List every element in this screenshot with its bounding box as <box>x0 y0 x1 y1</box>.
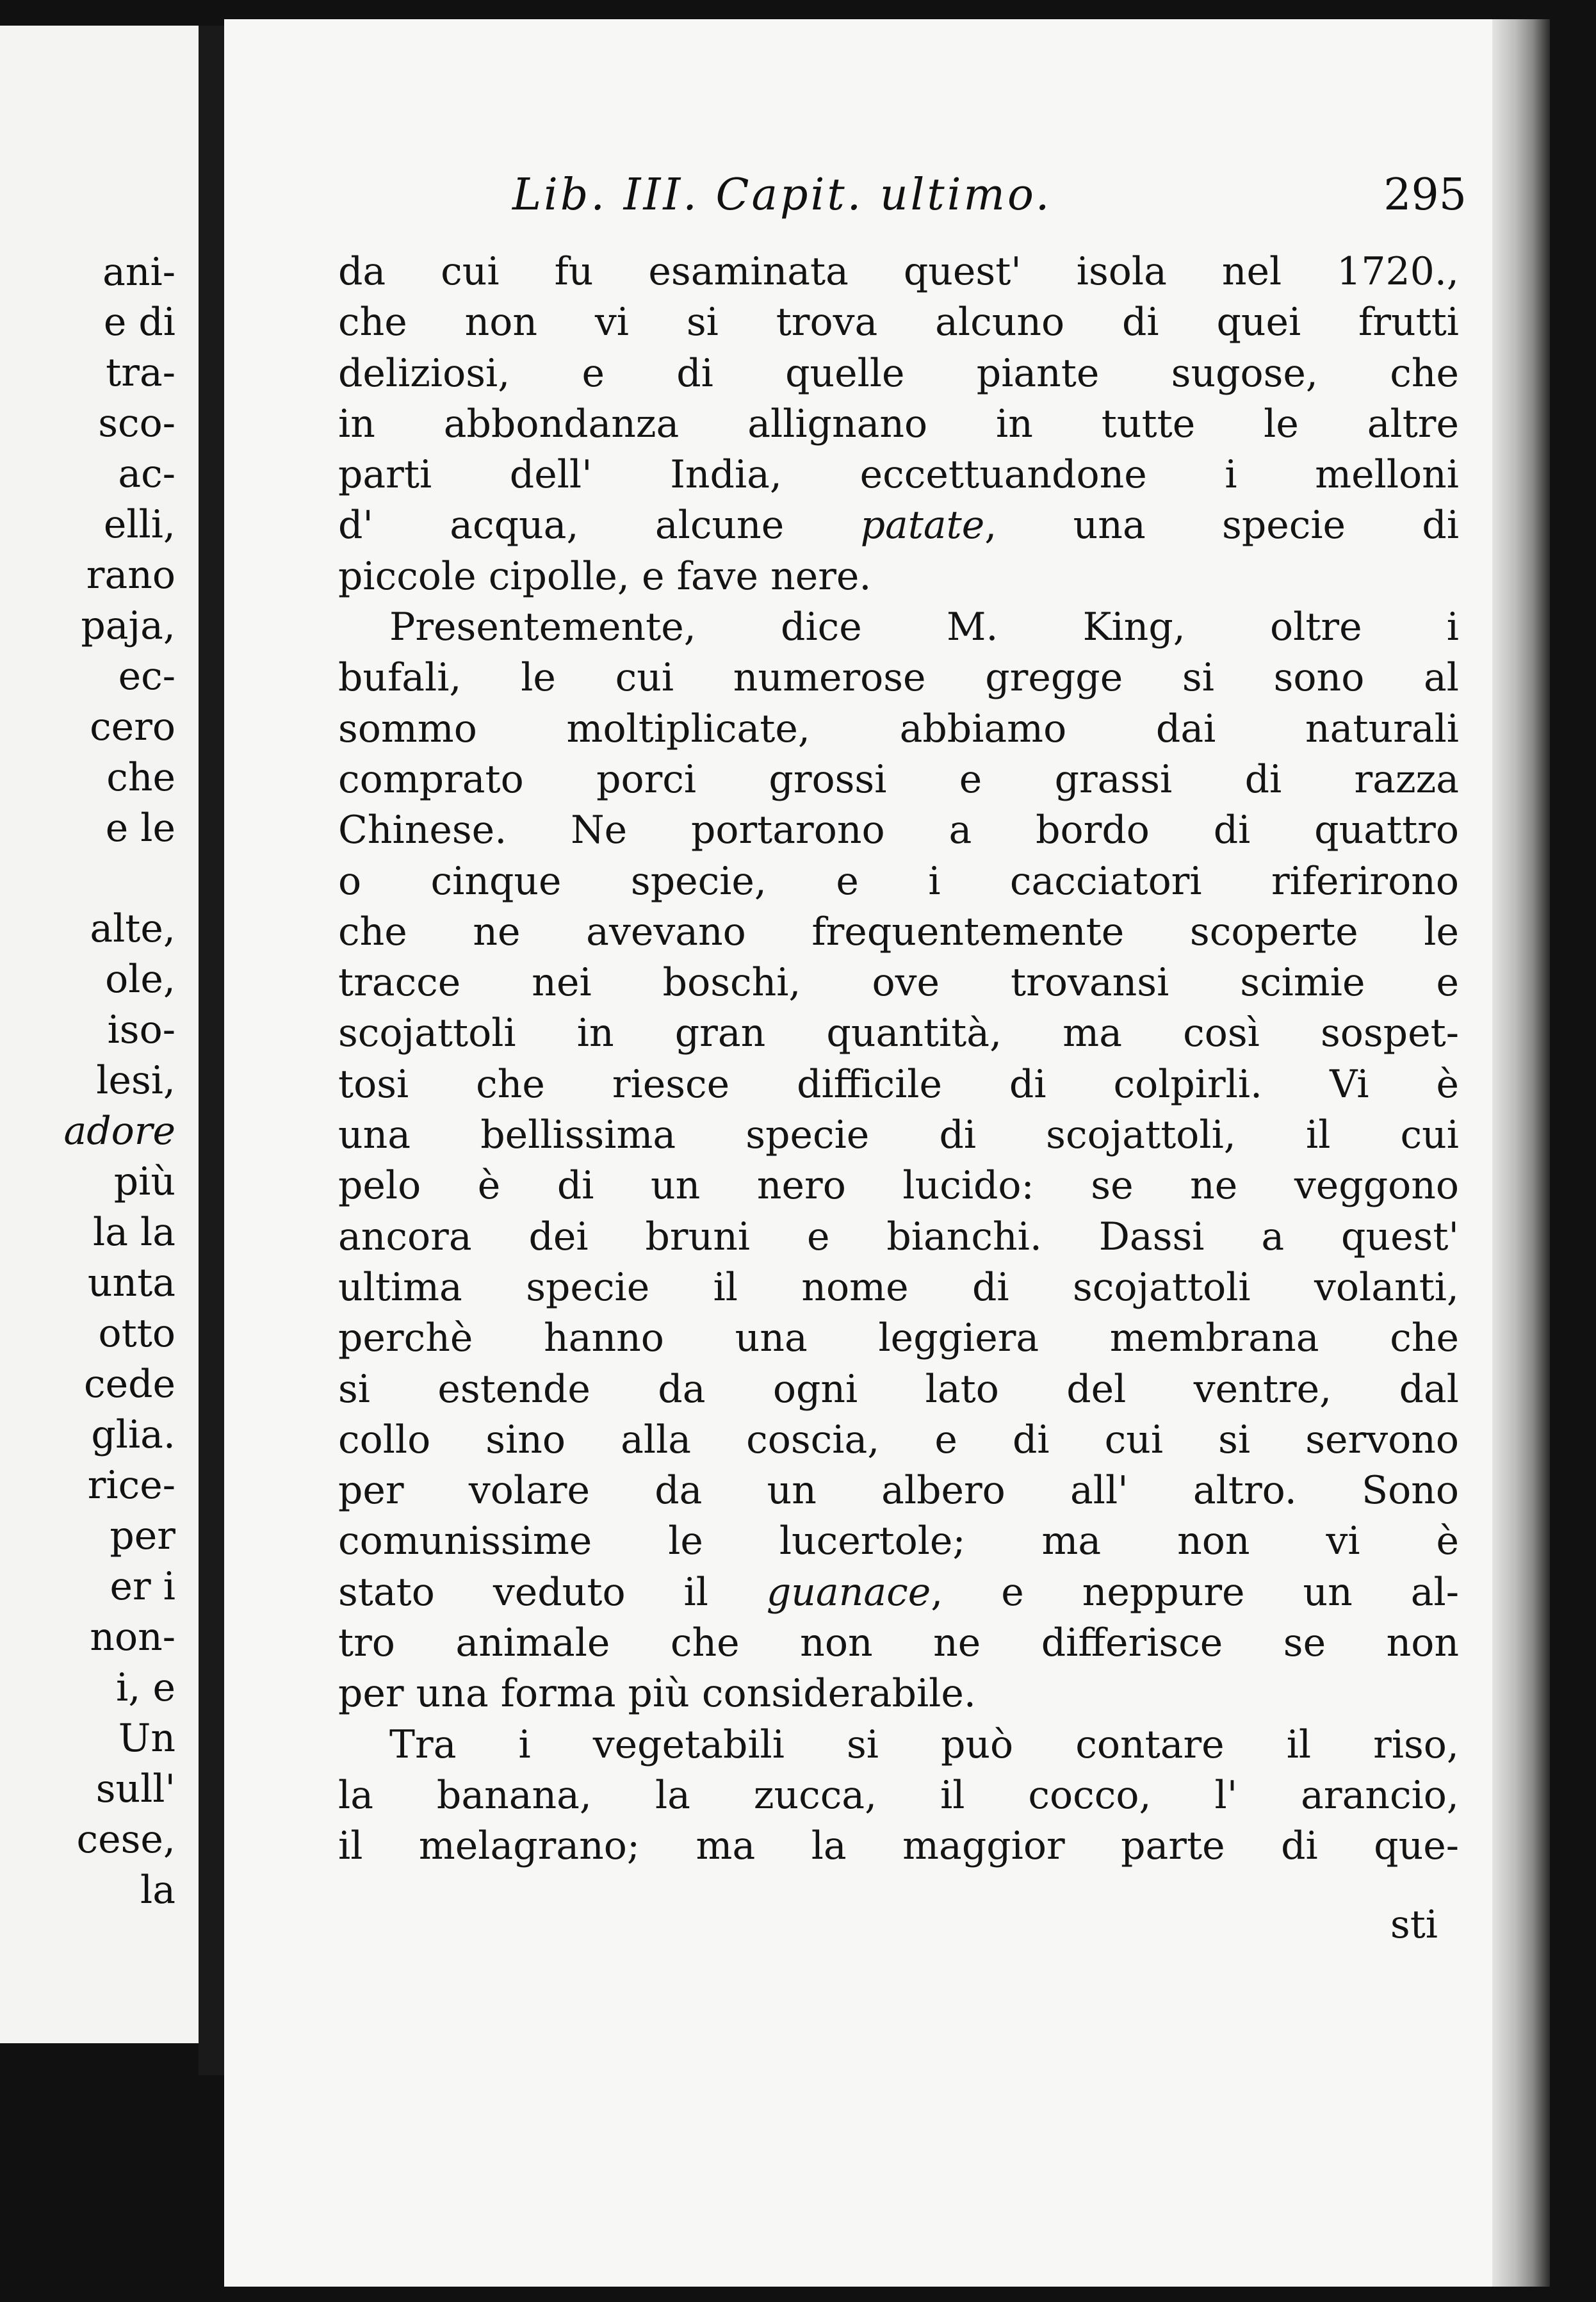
text-line: che non vi si trova alcuno di quei frutti <box>338 300 1459 345</box>
prev-page-fragment: ec- <box>118 654 175 699</box>
prev-page-fragment: tra- <box>106 350 175 395</box>
text-line: tracce nei boschi, ove trovansi scimie e <box>338 960 1459 1006</box>
text-line: perchè hanno una leggiera membrana che <box>338 1316 1459 1361</box>
prev-page-fragment: elli, <box>103 502 175 547</box>
text-line: per volare da un albero all' altro. Sono <box>338 1468 1459 1514</box>
text-line: una bellissima specie di scojattoli, il cui <box>338 1113 1459 1158</box>
prev-page-fragment: adore <box>63 1109 175 1154</box>
prev-page-fragment: più <box>113 1159 175 1204</box>
catchword: sti <box>1390 1902 1438 1947</box>
prev-page-fragment: i, e <box>116 1665 175 1710</box>
body-text <box>338 247 1459 1872</box>
prev-page-fragment: la <box>140 1868 175 1913</box>
prev-page-fragment: cero <box>90 705 175 749</box>
prev-page-fragment: alte, <box>90 906 175 951</box>
prev-page-fragment: la la <box>93 1210 175 1255</box>
text-line: comunissime le lucertole; ma non vi è <box>338 1519 1459 1564</box>
text-line: tro animale che non ne differisce se non <box>338 1620 1459 1666</box>
prev-page-fragment: iso- <box>107 1008 175 1052</box>
prev-page-fragment: che <box>106 755 175 800</box>
text-line: la banana, la zucca, il cocco, l' arancio, <box>338 1772 1459 1818</box>
previous-page-edge <box>0 26 199 2043</box>
text-line: collo sino alla coscia, e di cui si servono <box>338 1417 1459 1462</box>
text-line: stato veduto il guanace, e neppure un al- <box>338 1569 1459 1615</box>
text-line: per una forma più considerabile. <box>338 1671 976 1717</box>
prev-page-fragment: ani- <box>102 250 175 295</box>
text-line: piccole cipolle, e fave nere. <box>338 553 872 599</box>
text-line: comprato porci grossi e grassi di razza <box>338 756 1459 802</box>
running-head <box>512 167 1467 224</box>
text-line: tosi che riesce difficile di colpirli. Vi è <box>338 1061 1459 1107</box>
page-number: 295 <box>1383 170 1467 220</box>
prev-page-fragment: sull' <box>95 1767 175 1811</box>
text-line: in abbondanza allignano in tutte le altre <box>338 401 1459 446</box>
text-line: d' acqua, alcune patate, una specie di <box>338 503 1459 548</box>
text-line: pelo è di un nero lucido: se ne veggono <box>338 1163 1459 1209</box>
prev-page-fragment: cese, <box>76 1817 175 1862</box>
book-gutter <box>199 26 224 2075</box>
prev-page-fragment: ole, <box>105 957 175 1002</box>
prev-page-fragment: er i <box>110 1564 175 1609</box>
italic-word: patate <box>860 503 985 548</box>
text-line: bufali, le cui numerose gregge si sono al <box>338 655 1459 701</box>
prev-page-fragment: e di <box>103 300 175 345</box>
prev-page-fragment: cede <box>83 1362 175 1407</box>
text-line: Presentemente, dice M. King, oltre i <box>389 605 1459 650</box>
book-page <box>224 19 1550 2287</box>
italic-word: guanace <box>766 1569 931 1615</box>
prev-page-fragment: otto <box>98 1311 175 1356</box>
text-line: ultima specie il nome di scojattoli volanti, <box>338 1264 1459 1310</box>
prev-page-fragment: ac- <box>118 452 175 496</box>
prev-page-fragment: rice- <box>87 1463 175 1508</box>
prev-page-fragment: non- <box>90 1615 175 1660</box>
text-line: da cui fu esaminata quest' isola nel 1720., <box>338 249 1459 294</box>
prev-page-fragment: glia. <box>91 1412 175 1457</box>
text-line: che ne avevano frequentemente scoperte le <box>338 909 1459 954</box>
text-line: Chinese. Ne portarono a bordo di quattro <box>338 808 1459 853</box>
text-line: deliziosi, e di quelle piante sugose, che <box>338 350 1459 396</box>
prev-page-fragment: sco- <box>98 401 175 446</box>
text-line: si estende da ogni lato del ventre, dal <box>338 1366 1459 1412</box>
prev-page-fragment: paja, <box>81 603 175 648</box>
text-line: Tra i vegetabili si può contare il riso, <box>389 1722 1459 1767</box>
text-line: il melagrano; ma la maggior parte di que- <box>338 1824 1459 1869</box>
prev-page-fragment: Un <box>118 1716 175 1761</box>
prev-page-fragment: unta <box>87 1261 175 1305</box>
prev-page-fragment: rano <box>86 553 175 598</box>
text-line: scojattoli in gran quantità, ma così sospet- <box>338 1011 1459 1056</box>
prev-page-fragment: per <box>110 1514 175 1558</box>
page-edge <box>1492 19 1550 2287</box>
prev-page-fragment: lesi, <box>96 1058 175 1103</box>
text-line: parti dell' India, eccettuandone i melloni <box>338 452 1459 498</box>
prev-page-fragment: e le <box>105 806 175 851</box>
text-line: o cinque specie, e i cacciatori riferirono <box>338 858 1459 904</box>
text-line: ancora dei bruni e bianchi. Dassi a quest' <box>338 1214 1459 1259</box>
text-line: sommo moltiplicate, abbiamo dai naturali <box>338 706 1459 751</box>
running-head-title: Lib. III. Capit. ultimo. <box>512 170 1052 220</box>
